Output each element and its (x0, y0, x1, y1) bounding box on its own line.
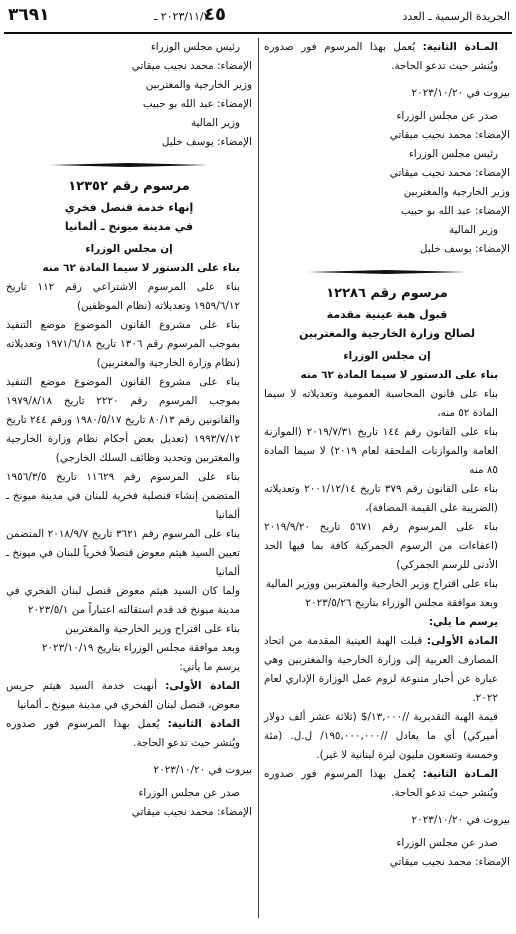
constitution-line: بناء على الدستور لا سيما المادة ٦٢ منه (300, 369, 498, 381)
decrees-heading: يرسم ما يلي: (428, 616, 498, 628)
signature-issued: صدر عن مجلس الوزراء (396, 110, 498, 122)
signature-pm: الإمضاء: محمد نجيب ميقاتي (389, 856, 510, 868)
article-label: المادة الأولى: (426, 635, 498, 647)
article-text: يُعمل بهذا المرسوم فور صدوره ويُنشر حيث تدعو الحاجة. (6, 718, 240, 749)
decree-title: مرسوم رقم ١٢٢٨٦ (326, 286, 448, 301)
article-text: يُعمل بهذا المرسوم فور صدوره ويُنشر حيث تدعو الحاجة. (264, 41, 498, 72)
decree-subtitle: في مدينة ميونخ ـ ألمانيا (64, 220, 194, 233)
article-2-paragraph (6, 715, 252, 753)
legal-basis: بناء على قانون المحاسبة العمومية وتعديلاته لا سيما المادة ٥٢ منه، (264, 388, 498, 419)
signature-fm: الإمضاء: عبد الله بو حبيب (400, 205, 510, 217)
article-text: أنهيت خدمة السيد هيثم جريس معوض، قنصل لبنان الفخري في مدينة ميونخ ـ ألمانيا (6, 680, 240, 711)
approval-line: وبعد موافقة مجلس الوزراء بتاريخ ٢٠٢٣/٥/٢٦ (305, 597, 498, 609)
article-label: المـادة الثانية: (422, 41, 498, 53)
article-2-paragraph (264, 765, 510, 803)
date-line: بيروت في ٢٠٢٣/١٠/٢٠ (411, 87, 510, 99)
signature-fm-title: وزير الخارجية والمغتربين (145, 79, 252, 91)
signature-fin: الإمضاء: يوسف خليل (419, 243, 510, 255)
legal-basis: بناء على المرسوم رقم ١١٦٢٩ تاريخ ١٩٥٦/٣/٥ المتضمن إنشاء قنصلية فخرية للبنان في مدينة ميونخ ـ ألمانيا (6, 471, 241, 521)
date-line: بيروت في ٢٠٢٣/١٠/٢٠ (153, 764, 252, 776)
article-text: قبلت الهبة العينية المقدمة من اتحاد المصارف العربية إلى وزارة الخارجية والمغتربين وهي عبارة عن أحبار متنوعة لزوم عمل الوزارة الإداري لعام ٢٠٢٢. (264, 635, 498, 704)
council-heading: إن مجلس الوزراء (343, 350, 431, 362)
signature-fm: الإمضاء: عبد الله بو حبيب (142, 98, 252, 110)
constitution-line: بناء على الدستور لا سيما المادة ٦٢ منه (42, 262, 240, 274)
gift-value: قيمة الهبة التقديرية //١٣,٠٠٠/$ (ثلاثة عشر ألف دولار أميركي) أي ما يعادل //١٩٥,٠٠٠,٠٠٠/ ل.ل. (مئة وخمسة وتسعون مليون ليرة لبنانية لا غير). (264, 711, 498, 761)
article-1-paragraph (6, 677, 252, 715)
signature-fin-title: وزير المالية (448, 224, 498, 236)
article-label: المـادة الثانية: (422, 768, 498, 780)
decree-title: مرسوم رقم ١٢٣٥٢ (68, 179, 190, 194)
issue-date: ٢٠٢٣/١١/٢ ـ (154, 10, 210, 23)
article-1-paragraph (264, 632, 510, 708)
decree-subtitle: لصالح وزارة الخارجية والمغتربين (299, 327, 475, 340)
legal-basis: بناء على اقتراح وزير الخارجية والمغتربين (65, 623, 240, 635)
signature-fin: الإمضاء: يوسف خليل (161, 136, 252, 148)
legal-basis: بناء على المرسوم رقم ٥٦٧١ تاريخ ٢٠١٩/٩/٢٠ (اعفاءات من الرسوم الجمركية كافة بما فيها الحد الأدنى للرسم الجمركي) (264, 521, 499, 571)
signature-pm-2: الإمضاء: محمد نجيب ميقاتي (389, 167, 510, 179)
right-column (264, 38, 510, 872)
signature-pm: الإمضاء: محمد نجيب ميقاتي (389, 129, 510, 141)
page-header (4, 3, 512, 31)
signature-pm: الإمضاء: محمد نجيب ميقاتي (131, 60, 252, 72)
legal-basis: بناء على المرسوم الاشتراعي رقم ١١٢ تاريخ ١٩٥٩/٦/١٢ وتعديلاته (نظام الموظفين) (6, 281, 240, 312)
legal-basis: بناء على مشروع القانون الموضوع موضع التنفيذ بموجب المرسوم رقم ١٣٠٦ تاريخ ١٩٧١/٦/١٨ وتعديلاته (نظام وزارة الخارجية والمغتربين) (6, 319, 241, 369)
section-separator (264, 265, 510, 279)
signature-fm-title: وزير الخارجية والمغتربين (403, 186, 510, 198)
left-column (6, 38, 252, 822)
article-label: المادة الأولى: (165, 680, 240, 692)
signature-pres-title: رئيس مجلس الوزراء (408, 148, 498, 160)
legal-basis: بناء على القانون رقم ٣٧٩ تاريخ ٢٠٠١/١٢/١٤ وتعديلاته (الضريبة على القيمة المضافة)، (264, 483, 499, 514)
article-label: المادة الثانية: (167, 718, 241, 730)
page-number: ٣٦٩١ (8, 5, 50, 25)
signature-issued: صدر عن مجلس الوزراء (396, 837, 498, 849)
council-heading: إن مجلس الوزراء (85, 243, 173, 255)
date-line: بيروت في ٢٠٢٣/١٠/٢٠ (411, 814, 510, 826)
signature-pres-title: رئيس مجلس الوزراء (150, 41, 240, 53)
legal-basis: بناء على مشروع القانون الموضوع موضع التنفيذ بموجب المرسوم رقم ٢٢٢٠ تاريخ ١٩٧٩/٨/١٨ والقانونين رقم ٨٠/١٣ تاريخ ١٩٨٠/٥/١٧ ورقم ٢٤٤ تاريخ ١٩٩٣/٧/١٢ (تعديل بعض أحكام نظام وزارة الخارجية والمغتربين وتحديد وظائف السلك الخارجي) (6, 376, 240, 464)
decree-subtitle: قبول هبة عينية مقدمة (326, 308, 448, 321)
approval-line: وبعد موافقة مجلس الوزراء بتاريخ ٢٠٢٣/١٠/١٩ (41, 642, 240, 654)
article-2-paragraph (264, 38, 510, 76)
article-text: يُعمل بهذا المرسوم فور صدوره ويُنشر حيث تدعو الحاجة. (264, 768, 498, 799)
legal-basis: بناء على القانون رقم ١٤٤ تاريخ ٢٠١٩/٧/٣١ (الموازنة العامة والموازنات الملحقة لعام ٢٠١٩) لا سيما المادة ٨٥ منه (264, 426, 498, 476)
section-separator (6, 158, 252, 172)
signature-issued: صدر عن مجلس الوزراء (138, 787, 240, 799)
legal-basis: ولما كان السيد هيثم معوض قنصل لبنان الفخري في مدينة ميونخ قد قدم استقالته اعتباراً من ٢٠٢٣/٥/١ (6, 585, 240, 616)
signature-pm: الإمضاء: محمد نجيب ميقاتي (131, 806, 252, 818)
header-rule (4, 32, 512, 34)
decrees-heading: يرسم ما يأتي: (179, 661, 240, 673)
journal-name: الجريدة الرسمية ـ العدد (402, 10, 510, 23)
signature-fin-title: وزير المالية (190, 117, 240, 129)
issue-number: ٤٥ (204, 4, 226, 25)
legal-basis: بناء على المرسوم رقم ٣٦٢١ تاريخ ٢٠١٨/٩/٧ المتضمن تعيين السيد هيثم معوض قنصلاً فخرياً للبنان في ميونخ ـ ألمانيا (6, 528, 241, 578)
decree-subtitle: إنهاء خدمة قنصل فخري (64, 201, 194, 214)
column-divider (258, 38, 259, 918)
legal-basis: بناء على اقتراح وزير الخارجية والمغتربين ووزير المالية (265, 578, 498, 590)
